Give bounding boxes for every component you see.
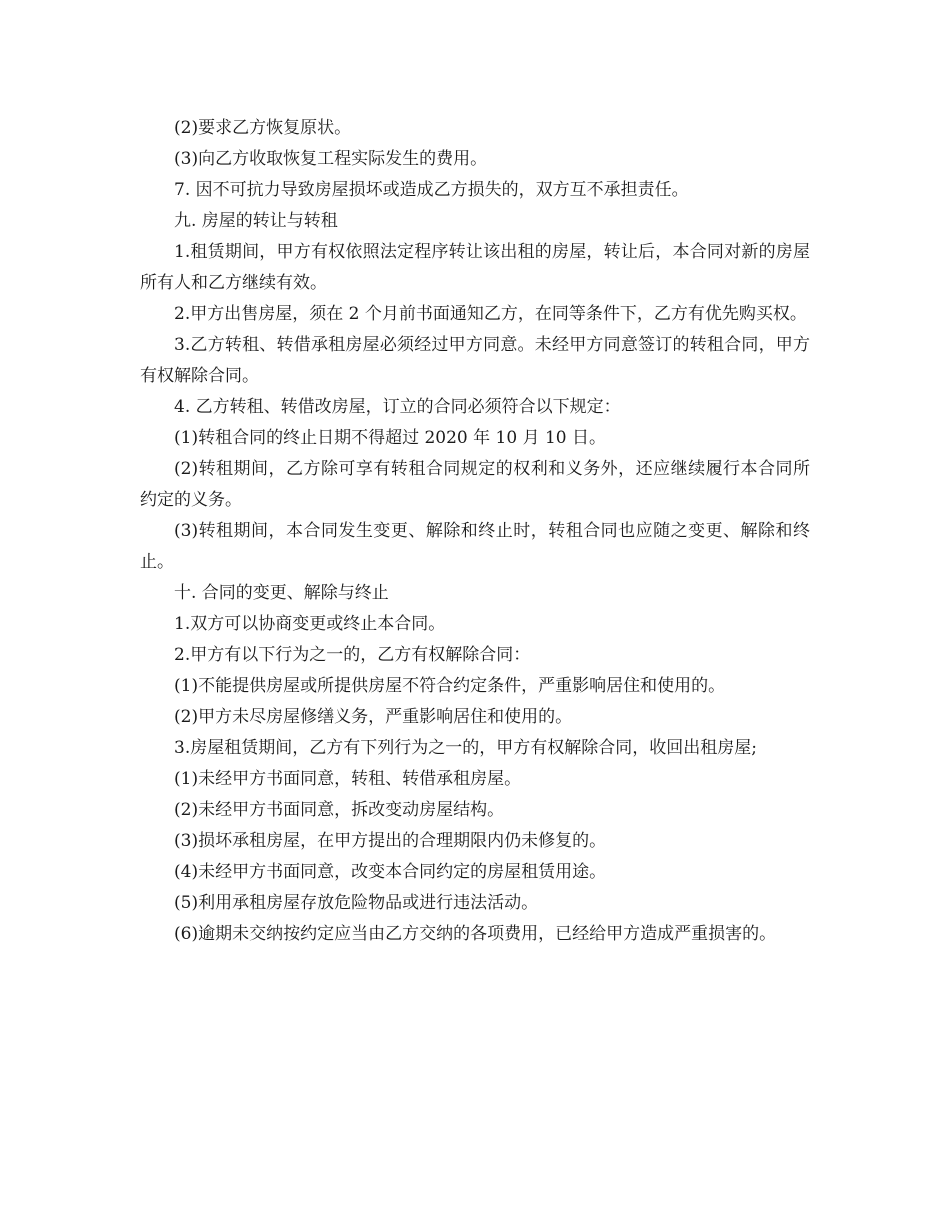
section-heading: 十. 合同的变更、解除与终止 <box>174 583 389 603</box>
paragraph: 3.房屋租赁期间，乙方有下列行为之一的，甲方有权解除合同，收回出租房屋; <box>174 738 757 758</box>
paragraph: (3)向乙方收取恢复工程实际发生的费用。 <box>174 149 488 169</box>
paragraph: (1)转租合同的终止日期不得超过 2020 年 10 月 10 日。 <box>174 428 607 448</box>
section-heading: 九. 房屋的转让与转租 <box>174 211 338 231</box>
paragraph: 4. 乙方转租、转借改房屋，订立的合同必须符合以下规定： <box>174 397 621 417</box>
paragraph: (2)要求乙方恢复原状。 <box>174 118 352 138</box>
paragraph: (2)甲方未尽房屋修缮义务，严重影响居住和使用的。 <box>174 707 573 727</box>
paragraph: 1.租赁期间，甲方有权依照法定程序转让该出租的房屋，转让后，本合同对新的房屋所有人和乙方继续有效。 <box>140 242 810 293</box>
paragraph: (2)转租期间，乙方除可享有转租合同规定的权利和义务外，还应继续履行本合同所约定的义务。 <box>140 459 810 510</box>
paragraph: (5)利用承租房屋存放危险物品或进行违法活动。 <box>174 893 539 913</box>
paragraph: (2)未经甲方书面同意，拆改变动房屋结构。 <box>174 800 505 820</box>
paragraph: 7. 因不可抗力导致房屋损坏或造成乙方损失的，双方互不承担责任。 <box>174 180 689 200</box>
paragraph: 3.乙方转租、转借承租房屋必须经过甲方同意。未经甲方同意签订的转租合同，甲方有权解除合同。 <box>140 335 810 386</box>
paragraph: (3)转租期间，本合同发生变更、解除和终止时，转租合同也应随之变更、解除和终止。 <box>140 521 810 572</box>
paragraph: 2.甲方有以下行为之一的，乙方有权解除合同： <box>174 645 531 665</box>
paragraph: (1)不能提供房屋或所提供房屋不符合约定条件，严重影响居住和使用的。 <box>174 676 726 696</box>
paragraph: (4)未经甲方书面同意，改变本合同约定的房屋租赁用途。 <box>174 862 607 882</box>
paragraph: 2.甲方出售房屋，须在 2 个月前书面通知乙方，在同等条件下，乙方有优先购买权。 <box>174 304 807 324</box>
paragraph: 1.双方可以协商变更或终止本合同。 <box>174 614 446 634</box>
paragraph: (1)未经甲方书面同意，转租、转借承租房屋。 <box>174 769 522 789</box>
paragraph: (3)损坏承租房屋，在甲方提出的合理期限内仍未修复的。 <box>174 831 607 851</box>
paragraph: (6)逾期未交纳按约定应当由乙方交纳的各项费用，已经给甲方造成严重损害的。 <box>174 924 777 944</box>
